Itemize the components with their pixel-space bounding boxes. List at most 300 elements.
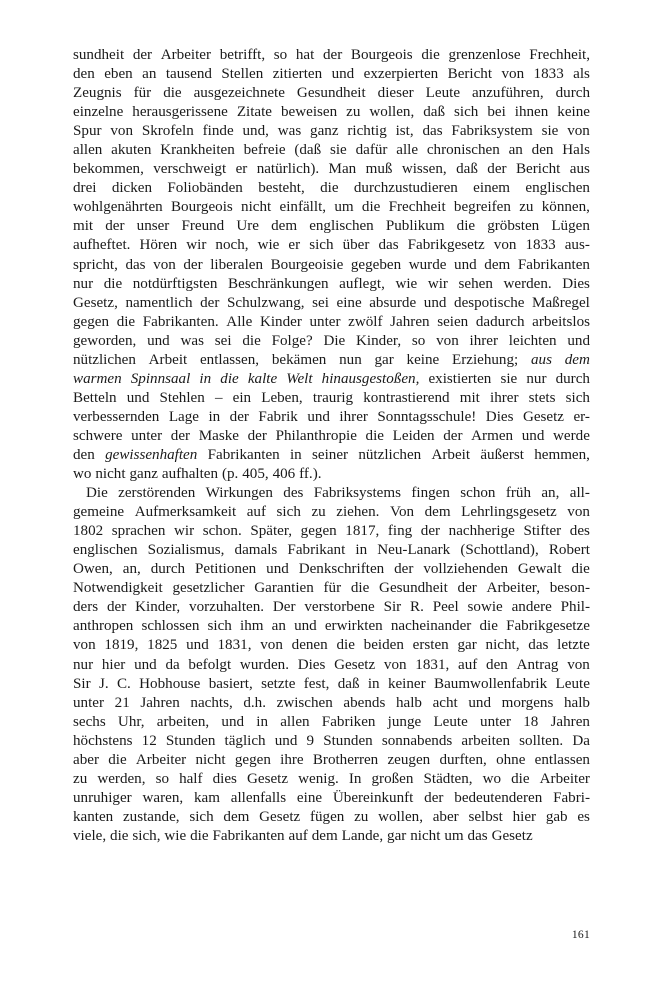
word: Bourgeoisie — [270, 256, 344, 273]
text-line — [73, 122, 590, 141]
word: Fabriksystem — [451, 123, 533, 140]
word: wollen, — [378, 808, 423, 825]
word: Leute — [433, 713, 468, 730]
word: in — [367, 675, 380, 692]
word: Schulzwang, — [226, 294, 305, 311]
word: zu — [354, 808, 369, 825]
word: aus- — [564, 237, 590, 254]
word: ganz — [310, 123, 339, 140]
word: Bericht — [447, 66, 493, 83]
word: Dies — [562, 275, 590, 292]
word: und — [307, 408, 330, 425]
word: sie — [329, 142, 347, 159]
word: warmen — [73, 370, 122, 387]
word: abends — [343, 694, 386, 711]
word: er — [288, 237, 301, 254]
word: an — [271, 618, 286, 635]
word: Gewalt — [517, 561, 562, 578]
word: R. — [410, 599, 424, 616]
word: sechs — [73, 713, 106, 730]
word: Fabrikanten. — [142, 313, 219, 330]
word: von — [436, 332, 459, 349]
word: und — [147, 332, 170, 349]
word: Garantien — [254, 580, 314, 597]
word: In — [348, 770, 362, 787]
word: exzerpierten — [363, 66, 439, 83]
word: beiden — [363, 637, 404, 654]
word: wir — [174, 523, 195, 540]
word: Publikum — [385, 218, 445, 235]
word: der — [322, 47, 343, 63]
word: herausgerissene — [132, 104, 228, 121]
text-line — [73, 103, 590, 122]
paragraph — [73, 484, 590, 846]
word: den — [486, 656, 508, 673]
text-line — [73, 294, 590, 313]
text-line — [73, 256, 590, 275]
word: ihrer — [490, 389, 519, 406]
word: an, — [122, 561, 141, 578]
word: 1831, — [415, 656, 450, 673]
word: Leute — [555, 675, 590, 692]
word: befreie — [243, 142, 286, 159]
word: wie — [395, 275, 418, 292]
text-line — [73, 503, 590, 522]
word: Fabriksystems — [313, 485, 401, 502]
word: Antrag — [516, 656, 559, 673]
word: englischen — [525, 180, 590, 197]
word: das — [528, 637, 549, 654]
word: bei — [487, 104, 506, 121]
word: Uhr, — [117, 713, 145, 730]
word: gröbsten — [487, 218, 540, 235]
word: dieser — [377, 85, 414, 102]
word: despotische — [454, 294, 525, 311]
word: Lügen — [551, 218, 590, 235]
word: die — [320, 180, 339, 197]
word: der — [183, 256, 203, 273]
word: Leute — [425, 85, 461, 102]
word: in — [208, 408, 221, 425]
word: Hobhouse — [139, 675, 201, 692]
word: Fabrikgesetz — [407, 237, 485, 254]
word: nützlichen — [73, 351, 136, 368]
word: und — [266, 561, 289, 578]
word: schwere — [73, 427, 123, 444]
word: Owen, — [73, 561, 113, 578]
word: da — [165, 656, 180, 673]
word: Hals — [562, 142, 590, 159]
word: absurde — [369, 294, 417, 311]
word: und — [521, 427, 545, 444]
word: dicken — [111, 180, 153, 197]
word: daß — [337, 675, 360, 692]
text-line — [73, 65, 590, 84]
word: gemeine — [73, 504, 125, 521]
word: und, — [242, 123, 269, 140]
word: die — [456, 218, 476, 235]
word: – — [214, 389, 223, 406]
word: schlossen — [141, 618, 200, 635]
word: in — [256, 713, 269, 730]
word: die — [336, 637, 355, 654]
word: nur — [73, 656, 94, 673]
word: Spinnsaal — [130, 370, 191, 387]
text-line — [73, 84, 590, 103]
word: 9 — [306, 732, 315, 749]
word: Beschränkungen — [228, 275, 329, 292]
word: Freund — [181, 218, 225, 235]
word: ihm — [240, 618, 264, 635]
word: Gesetz — [334, 656, 376, 673]
word: von — [110, 123, 133, 140]
word: Fabrikanten — [207, 446, 280, 463]
text-line — [73, 198, 590, 217]
text-line — [73, 370, 590, 389]
word: drei — [73, 180, 97, 197]
word: der — [229, 408, 249, 425]
word: können, — [541, 199, 590, 216]
text-line — [73, 541, 590, 560]
word: er- — [573, 408, 590, 425]
word: noch, — [215, 237, 249, 254]
word: dies — [212, 770, 237, 787]
word: von — [567, 504, 590, 521]
word: früh — [505, 485, 531, 502]
word: Welt — [286, 370, 313, 387]
text-line — [73, 656, 590, 675]
word: Wirkungen — [205, 485, 273, 502]
word: und — [134, 656, 157, 673]
word: selbst — [468, 808, 503, 825]
word: Fabrikant — [287, 542, 346, 559]
word: kanten — [73, 808, 114, 825]
word: unruhiger — [73, 789, 132, 806]
word: zerstörenden — [118, 485, 196, 502]
word: durften, — [439, 751, 487, 768]
text-line — [73, 751, 590, 770]
word: Später, — [250, 523, 293, 540]
word: nachts, — [190, 694, 233, 711]
word: beweisen — [281, 104, 338, 121]
word: Arbeit — [148, 351, 188, 368]
word: werden. — [503, 275, 552, 292]
word: nur — [526, 370, 547, 387]
word: gewissenhaften — [105, 446, 198, 463]
word: höchstens — [73, 732, 133, 749]
word: und — [454, 256, 477, 273]
word: Arbeit — [431, 446, 471, 463]
word: Arbeiter — [135, 751, 187, 768]
word: gegen — [234, 751, 271, 768]
word: auflegt, — [339, 275, 385, 292]
word: natürlich). — [256, 161, 320, 178]
word: für — [133, 85, 152, 102]
word: Skrofeln — [141, 123, 194, 140]
word: wurden. — [239, 656, 289, 673]
word: kontrastierend — [363, 389, 450, 406]
word: großen — [371, 770, 414, 787]
word: der — [420, 523, 441, 540]
text-line: viele, die sich, wie die Fabrikanten auf dem Lande, gar nicht um das Gesetz — [73, 827, 533, 844]
word: Arbeiter, — [486, 580, 541, 597]
word: seien — [437, 313, 469, 330]
word: Armen — [471, 427, 514, 444]
word: der — [443, 427, 463, 444]
word: von — [153, 256, 176, 273]
word: aber — [73, 751, 99, 768]
word: sollten. — [519, 732, 564, 749]
word: es — [577, 808, 590, 825]
word: wissen, — [401, 161, 447, 178]
word: hier — [101, 656, 126, 673]
word: Leben, — [261, 389, 303, 406]
word: für — [323, 580, 342, 597]
word: an, — [541, 485, 560, 502]
word: Arbeiter — [160, 47, 212, 63]
word: ausgezeichnete — [193, 85, 285, 102]
word: aus — [569, 161, 590, 178]
word: Alle — [226, 313, 253, 330]
word: anzuführen, — [471, 85, 544, 102]
word: um — [334, 199, 354, 216]
word: mit — [459, 389, 480, 406]
word: kam — [193, 789, 220, 806]
word: aus — [531, 351, 552, 368]
text-line — [73, 236, 590, 255]
word: keine — [557, 104, 590, 121]
word: half — [179, 770, 203, 787]
word: so — [273, 47, 288, 63]
word: letzte — [557, 637, 590, 654]
word: Jahren — [550, 713, 590, 730]
word: wurde — [408, 256, 447, 273]
word: was — [277, 123, 302, 140]
word: ihrer — [469, 332, 499, 349]
word: dem — [564, 351, 590, 368]
word: sich — [565, 389, 590, 406]
word: so — [155, 770, 169, 787]
word: gar — [374, 351, 394, 368]
word: eben — [104, 66, 133, 83]
word: sprachen — [111, 523, 166, 540]
word: Jahren — [140, 694, 180, 711]
word: zu — [519, 199, 534, 216]
word: 1825 — [147, 637, 178, 654]
word: der — [457, 580, 477, 597]
word: entlassen, — [199, 351, 260, 368]
word: werde — [553, 427, 590, 444]
word: Stifter — [523, 523, 562, 540]
word: Jahren — [390, 313, 430, 330]
word: wir — [186, 237, 207, 254]
word: ein — [232, 389, 252, 406]
word: der — [424, 789, 444, 806]
word: junge — [387, 713, 422, 730]
word: die — [108, 751, 127, 768]
word: nicht — [195, 751, 226, 768]
word: Gesetz, — [73, 294, 118, 311]
word: der — [106, 599, 127, 616]
word: von — [567, 656, 590, 673]
word: 1817, — [345, 523, 380, 540]
word: zu — [311, 504, 326, 521]
text-line — [73, 141, 590, 160]
word: Fabriken — [321, 713, 376, 730]
word: Stellen — [221, 66, 264, 83]
word: die — [103, 275, 123, 292]
word: sonnabends — [381, 732, 453, 749]
text-line — [73, 675, 590, 694]
word: des — [283, 485, 304, 502]
word: ihnen — [514, 104, 549, 121]
text-line — [73, 713, 590, 732]
word: Fabrikanten — [517, 256, 590, 273]
word: Lehrlingsgesetz — [461, 504, 557, 521]
word: notdürftigsten — [132, 275, 218, 292]
word: Foliobänden — [167, 180, 243, 197]
word: nicht, — [485, 637, 520, 654]
text-line — [73, 313, 590, 332]
word: andere — [511, 599, 552, 616]
word: arbeiten, — [156, 713, 210, 730]
word: gegeben — [350, 256, 402, 273]
word: Betteln — [73, 389, 117, 406]
word: sei — [214, 332, 232, 349]
word: der — [200, 294, 220, 311]
word: Fabrik — [258, 408, 298, 425]
word: (Schottland), — [460, 542, 539, 559]
word: die — [242, 332, 261, 349]
word: Der — [272, 599, 296, 616]
paragraph-container — [73, 46, 590, 846]
word: Petitionen — [195, 561, 257, 578]
text-line — [73, 617, 590, 636]
word: traurig — [312, 389, 354, 406]
word: unter — [73, 694, 105, 711]
word: das — [422, 123, 443, 140]
word: wir — [427, 275, 448, 292]
word: 12 — [141, 732, 157, 749]
word: der — [247, 427, 267, 444]
word: besteht, — [258, 180, 305, 197]
text-line — [73, 46, 590, 65]
word: daß — [423, 104, 446, 121]
word: waren, — [142, 789, 184, 806]
word: sundheit — [73, 47, 125, 63]
word: Die — [323, 332, 346, 349]
word: arbeiten — [461, 732, 511, 749]
word: ziehen. — [336, 504, 380, 521]
word: schon — [460, 485, 496, 502]
word: die — [571, 561, 590, 578]
word: wie — [257, 237, 280, 254]
word: verbessernden — [73, 408, 160, 425]
word: 1833 — [525, 237, 556, 254]
word: dem — [271, 218, 298, 235]
word: denen — [291, 637, 328, 654]
word: akuten — [111, 142, 152, 159]
word: nützlichen — [358, 446, 422, 463]
word: all- — [569, 485, 590, 502]
word: namentlich — [125, 294, 193, 311]
word: Bourgeois — [350, 47, 413, 63]
word: einzelne — [73, 104, 124, 121]
word: existierten — [428, 370, 492, 387]
word: dafür — [355, 142, 388, 159]
word: von — [73, 637, 96, 654]
word: zu — [346, 104, 361, 121]
word: eine — [336, 294, 362, 311]
word: Städten, — [423, 770, 473, 787]
word: gar — [457, 637, 477, 654]
word: wenig. — [298, 770, 339, 787]
word: sowie — [467, 599, 503, 616]
word: (daß — [294, 142, 322, 159]
word: von — [567, 123, 590, 140]
word: fest, — [303, 675, 330, 692]
word: C. — [116, 675, 131, 692]
word: so — [411, 332, 426, 349]
word: d.h. — [243, 694, 266, 711]
word: bekommen, — [73, 161, 144, 178]
word: entlassen — [534, 751, 590, 768]
word: sich — [207, 618, 232, 635]
word: sich — [454, 104, 479, 121]
word: das — [125, 256, 146, 273]
word: verschweigt — [153, 161, 227, 178]
word: zeugen — [387, 751, 431, 768]
word: allen — [280, 713, 310, 730]
word: unter — [480, 713, 512, 730]
word: die — [361, 199, 381, 216]
word: daß — [456, 161, 478, 178]
word: 1802 — [73, 523, 104, 540]
word: die — [163, 85, 182, 102]
word: Da — [572, 732, 590, 749]
word: und — [186, 637, 209, 654]
word: Robert — [548, 542, 590, 559]
word: von — [501, 66, 525, 83]
word: aufheftet. — [73, 237, 131, 254]
word: dem — [424, 504, 451, 521]
word: eine — [296, 789, 323, 806]
word: und — [126, 389, 150, 406]
word: Die — [86, 485, 108, 502]
word: dem — [223, 808, 250, 825]
word: von — [383, 656, 407, 673]
word: keiner — [387, 675, 426, 692]
word: setzte — [261, 675, 296, 692]
word: Bericht — [515, 161, 561, 178]
word: Bourgeois — [170, 199, 233, 216]
word: dem — [484, 256, 511, 273]
word: Gesundheit — [296, 85, 366, 102]
word: der — [487, 161, 507, 178]
word: sehen — [458, 275, 493, 292]
word: alle — [396, 142, 419, 159]
word: Erziehung; — [452, 351, 519, 368]
word: sich — [309, 237, 334, 254]
word: den — [73, 66, 95, 83]
page-number: 161 — [571, 928, 590, 941]
word: nachherige — [448, 523, 515, 540]
word: zwischen — [276, 694, 333, 711]
word: Frechheit — [388, 199, 446, 216]
word: der — [394, 561, 414, 578]
text-line — [73, 217, 590, 236]
text-line — [73, 579, 590, 598]
